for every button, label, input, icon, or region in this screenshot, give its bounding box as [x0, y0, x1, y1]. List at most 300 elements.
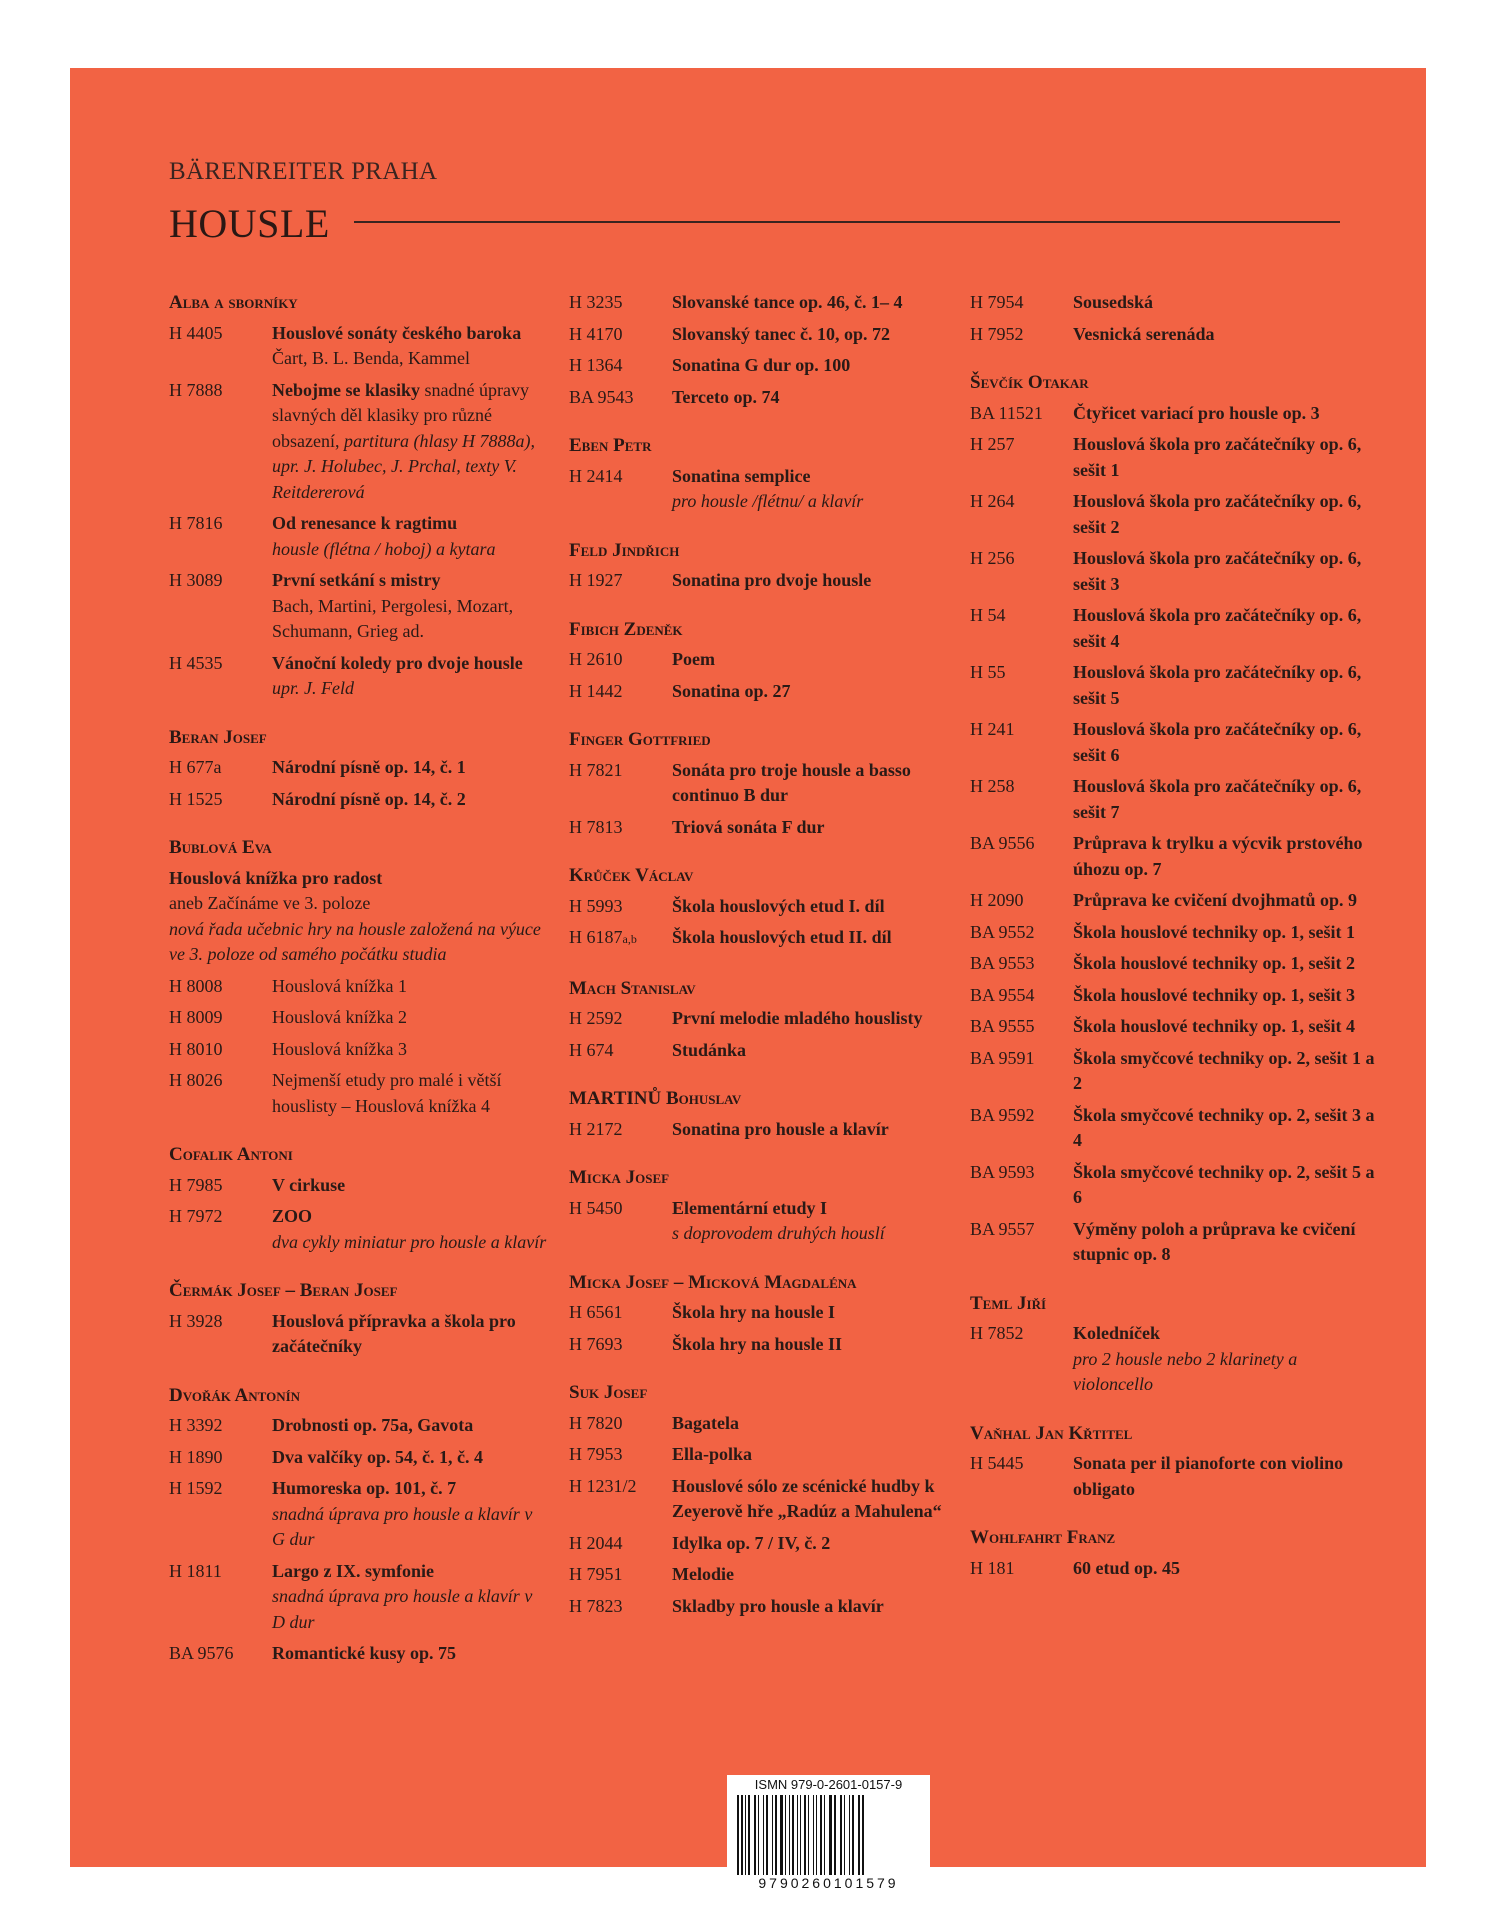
catalog-number	[569, 1300, 672, 1326]
catalog-number	[169, 755, 272, 781]
catalog-entry	[169, 974, 549, 1000]
catalog-code-suffix: a,b	[622, 932, 637, 946]
entry-title: Romantické kusy op. 75	[272, 1643, 457, 1663]
catalog-column-3	[970, 290, 1380, 1587]
catalog-entry	[569, 568, 979, 594]
entry-text	[272, 511, 549, 562]
entry-title: Škola hry na housle II	[672, 1333, 843, 1354]
entry-title: Od renesance k ragtimu	[272, 513, 458, 533]
catalog-code: BA 9591	[970, 1047, 1035, 1068]
entry-title-line	[672, 353, 979, 379]
catalog-number	[970, 717, 1073, 768]
catalog-code: H 6561	[569, 1302, 623, 1322]
catalog-number	[569, 1531, 672, 1557]
catalog-entry	[169, 1173, 549, 1199]
barcode-bar	[766, 1795, 768, 1875]
entry-title-line	[1073, 1556, 1380, 1582]
entry-title: Vánoční koledy pro dvoje housle	[272, 652, 523, 673]
catalog-entry	[569, 815, 979, 841]
catalog-number	[169, 1068, 272, 1119]
catalog-code: H 2172	[569, 1118, 623, 1139]
entry-title: Sonatina pro housle a klavír	[672, 1118, 889, 1139]
entry-title: Průprava k trylku a výcvik prstového úhozu op. 7	[1073, 833, 1363, 879]
catalog-entry	[569, 647, 979, 673]
barcode-bar	[763, 1795, 764, 1875]
entry-text	[1073, 1160, 1380, 1211]
entry-title-line	[672, 758, 979, 809]
catalog-entry	[569, 679, 979, 705]
catalog-code: H 7954	[970, 292, 1024, 312]
barcode-bar	[808, 1795, 809, 1875]
catalog-entry	[169, 755, 549, 781]
catalog-number	[970, 983, 1073, 1009]
catalog-entry	[569, 322, 979, 348]
entry-title-line	[672, 1300, 979, 1326]
entry-title: Houslová škola pro začátečníky op. 6, sešit 6	[1073, 719, 1362, 765]
entry-title: Vesnická serenáda	[1073, 323, 1215, 344]
catalog-entry	[169, 568, 549, 645]
entry-title: Výměny poloh a průprava ke cvičení stupnic op. 8	[1073, 1218, 1356, 1264]
entry-title: Bagatela	[672, 1412, 739, 1433]
series-description: nová řada učebnic hry na housle založená na výuce ve 3. poloze od samého počátku studia	[169, 918, 541, 964]
entry-text	[272, 1476, 549, 1553]
entry-text	[1073, 888, 1380, 914]
catalog-code: BA 11521	[970, 402, 1043, 423]
entry-text	[672, 1531, 979, 1557]
section-heading: MARTINŮ Bohuslav	[569, 1088, 742, 1109]
entry-instrumentation: snadná úprava pro housle a klavír v G dur	[272, 1503, 533, 1549]
catalog-number	[569, 647, 672, 673]
entry-title: Skladby pro housle a klavír	[672, 1595, 884, 1616]
barcode-bar	[858, 1795, 860, 1875]
catalog-entry	[970, 951, 1380, 977]
catalog-code: H 8010	[169, 1038, 223, 1059]
barcode-bar	[797, 1795, 798, 1875]
entry-title-line	[672, 1006, 979, 1032]
catalog-entry	[569, 385, 979, 411]
entry-text	[272, 1413, 549, 1439]
barcode-bar	[775, 1795, 777, 1875]
catalog-number	[970, 432, 1073, 483]
entry-title-line	[1073, 920, 1380, 946]
catalog-code: BA 9557	[970, 1218, 1035, 1239]
catalog-code: BA 9552	[970, 921, 1035, 942]
catalog-code: H 8026	[169, 1070, 223, 1090]
entry-text	[672, 1411, 979, 1437]
catalog-code: H 674	[569, 1039, 614, 1060]
catalog-code: H 5450	[569, 1197, 623, 1218]
catalog-number	[169, 1641, 272, 1667]
catalog-code: H 2414	[569, 465, 623, 486]
entry-title-line	[672, 290, 979, 316]
entry-title-line	[672, 1117, 979, 1143]
entry-title-line	[272, 787, 549, 813]
catalog-number	[169, 321, 272, 372]
catalog-entry	[970, 1556, 1380, 1582]
barcode-bar	[804, 1795, 806, 1875]
entry-text	[672, 464, 979, 515]
catalog-entry	[569, 464, 979, 515]
entry-title: Drobnosti op. 75a, Gavota	[272, 1415, 474, 1435]
section-heading: Cofalik Antoni	[169, 1144, 293, 1165]
entry-text	[672, 1006, 979, 1032]
entry-title-line	[672, 1442, 979, 1468]
catalog-number	[970, 489, 1073, 540]
entry-title: Houslová škola pro začátečníky op. 6, sešit 7	[1073, 776, 1362, 822]
entry-title-line	[1073, 290, 1380, 316]
catalog-number	[970, 888, 1073, 914]
entry-text	[672, 815, 979, 841]
catalog-entry	[970, 432, 1380, 483]
catalog-entry	[970, 1103, 1380, 1154]
section-heading: Micka Josef	[569, 1167, 670, 1188]
entry-title-line	[1073, 1046, 1380, 1097]
entry-title: Triová sonáta F dur	[672, 816, 825, 837]
entry-title-line	[672, 464, 979, 490]
section-heading: Wohlfahrt Franz	[970, 1527, 1116, 1548]
catalog-number	[169, 1005, 272, 1031]
catalog-code: H 3392	[169, 1415, 223, 1435]
catalog-code: H 1890	[169, 1446, 223, 1467]
catalog-entry	[169, 1037, 549, 1063]
barcode-bar	[789, 1795, 790, 1875]
entry-text	[272, 1037, 549, 1063]
entry-inline-note: snadné úpravy slavných děl klasiky pro různé obsazení,	[272, 379, 529, 451]
catalog-number	[970, 401, 1073, 427]
entry-title: Škola houslové techniky op. 1, sešit 1	[1073, 921, 1356, 942]
section-heading: Finger Gottfried	[569, 729, 711, 750]
catalog-number	[569, 1196, 672, 1247]
entry-title: Studánka	[672, 1039, 747, 1060]
entry-title: První melodie mladého houslisty	[672, 1008, 923, 1028]
entry-text	[272, 1641, 549, 1667]
catalog-code: H 257	[970, 434, 1015, 454]
entry-text	[272, 651, 549, 702]
entry-title-line	[272, 1445, 549, 1471]
catalog-entry	[569, 353, 979, 379]
catalog-code: BA 9576	[169, 1643, 234, 1663]
catalog-code: H 1442	[569, 680, 623, 701]
catalog-number	[569, 290, 672, 316]
entry-title-line	[1073, 983, 1380, 1009]
catalog-code: BA 9555	[970, 1016, 1035, 1036]
entry-instrumentation: pro housle /flétnu/ a klavír	[672, 491, 864, 511]
entry-text	[1073, 546, 1380, 597]
entry-text	[672, 385, 979, 411]
catalog-number	[569, 1562, 672, 1588]
entry-text	[272, 974, 549, 1000]
section-heading: Krůček Václav	[569, 865, 694, 886]
catalog-code: H 6187	[569, 927, 623, 947]
catalog-entry	[569, 758, 979, 809]
catalog-code: H 55	[970, 662, 1006, 682]
section-heading: Micka Josef – Micková Magdaléna	[569, 1271, 857, 1293]
catalog-entry	[169, 651, 549, 702]
entry-title: Škola hry na housle I	[672, 1302, 836, 1322]
catalog-number	[169, 1559, 272, 1636]
catalog-code: H 7888	[169, 379, 223, 400]
entry-text	[1073, 920, 1380, 946]
catalog-entry	[169, 1204, 549, 1255]
barcode-bar	[834, 1795, 836, 1875]
entry-title: Houslové sonáty českého baroka	[272, 322, 522, 343]
catalog-code: H 5993	[569, 895, 623, 916]
entry-text	[672, 1038, 979, 1064]
catalog-entry	[569, 1562, 979, 1588]
entry-title: Idylka op. 7 / IV, č. 2	[672, 1532, 831, 1553]
catalog-number	[569, 925, 672, 953]
entry-title: Houslová škola pro začátečníky op. 6, sešit 1	[1073, 434, 1362, 480]
catalog-number	[569, 815, 672, 841]
entry-title: Slovanský tanec č. 10, op. 72	[672, 323, 891, 344]
catalog-entry	[169, 1445, 549, 1471]
catalog-number	[169, 1445, 272, 1471]
entry-text	[672, 679, 979, 705]
entry-title-line	[672, 647, 979, 673]
catalog-number	[970, 290, 1073, 316]
entry-title: Poem	[672, 649, 715, 669]
catalog-code: H 7813	[569, 816, 623, 837]
catalog-code: H 264	[970, 491, 1015, 511]
entry-title: Houslová knížka 3	[272, 1038, 407, 1059]
entry-title: Terceto op. 74	[672, 386, 780, 407]
catalog-code: BA 9556	[970, 833, 1035, 853]
catalog-code: H 1525	[169, 788, 223, 809]
catalog-entry	[970, 774, 1380, 825]
entry-title: Houslová škola pro začátečníky op. 6, sešit 4	[1073, 605, 1362, 651]
entry-text	[672, 647, 979, 673]
entry-title: V cirkuse	[272, 1174, 346, 1195]
entry-text	[1073, 983, 1380, 1009]
entry-title-line	[1073, 322, 1380, 348]
barcode-bar	[824, 1795, 825, 1875]
catalog-column-2	[569, 290, 979, 1625]
catalog-number	[569, 1442, 672, 1468]
catalog-number	[970, 831, 1073, 882]
section-heading: Feld Jindřich	[569, 539, 680, 561]
catalog-code: H 1927	[569, 570, 623, 590]
entry-title: Dva valčíky op. 54, č. 1, č. 4	[272, 1446, 483, 1467]
catalog-code: H 3089	[169, 570, 223, 590]
catalog-number	[970, 322, 1073, 348]
barcode-bar	[800, 1795, 801, 1875]
catalog-entry	[169, 1068, 549, 1119]
catalog-number	[569, 1038, 672, 1064]
catalog-number	[569, 464, 672, 515]
entry-text	[1073, 660, 1380, 711]
catalog-entry	[569, 1196, 979, 1247]
entry-title: Koledníček	[1073, 1323, 1161, 1343]
entry-text	[272, 1559, 549, 1636]
catalog-number	[970, 1046, 1073, 1097]
entry-title-line	[672, 815, 979, 841]
entry-text	[272, 1068, 549, 1119]
entry-title-line	[272, 1173, 549, 1199]
entry-title: Houslová škola pro začátečníky op. 6, sešit 3	[1073, 548, 1362, 594]
entry-title-line	[272, 568, 549, 594]
barcode-bar	[840, 1795, 842, 1875]
entry-title-line	[1073, 774, 1380, 825]
entry-title-line	[1073, 1451, 1380, 1502]
catalog-entry	[970, 603, 1380, 654]
entry-title-line	[1073, 1014, 1380, 1040]
catalog-number	[569, 894, 672, 920]
catalog-code: H 3235	[569, 292, 623, 312]
entry-title-line	[1073, 1160, 1380, 1211]
section-heading: Teml Jiří	[970, 1292, 1047, 1314]
barcode-bar	[792, 1795, 794, 1875]
series-subtitle: aneb Začínáme ve 3. poloze	[169, 893, 371, 913]
section-heading: Bublová Eva	[169, 837, 272, 858]
ismn-number: ISMN 979-0-2601-0157-9	[754, 1777, 903, 1792]
entry-title-line	[672, 322, 979, 348]
catalog-number	[970, 1160, 1073, 1211]
catalog-entry	[970, 1014, 1380, 1040]
catalog-number	[169, 651, 272, 702]
entry-title-line	[272, 1309, 549, 1360]
entry-title: Melodie	[672, 1564, 734, 1584]
catalog-entry	[569, 290, 979, 316]
catalog-entry	[970, 401, 1380, 427]
entry-instrumentation: snadná úprava pro housle a klavír v D dur	[272, 1586, 533, 1632]
catalog-code: H 7972	[169, 1206, 223, 1226]
entry-text	[672, 1196, 979, 1247]
catalog-entry	[970, 920, 1380, 946]
catalog-entry	[569, 1117, 979, 1143]
section-heading: Fibich Zdeněk	[569, 618, 683, 640]
entry-title: Průprava ke cvičení dvojhmatů op. 9	[1073, 890, 1358, 910]
catalog-column-1	[169, 290, 549, 1673]
catalog-entry	[169, 1005, 549, 1031]
catalog-number	[970, 1556, 1073, 1582]
entry-text	[272, 1005, 549, 1031]
entry-title: Nejmenší etudy pro malé i větší houslisty – Houslová knížka 4	[272, 1070, 502, 1116]
entry-title: Škola houslové techniky op. 1, sešit 3	[1073, 984, 1356, 1005]
entry-title-line	[1073, 603, 1380, 654]
catalog-entry	[970, 1321, 1380, 1398]
catalog-number	[569, 353, 672, 379]
catalog-entry	[970, 831, 1380, 882]
barcode-bar	[862, 1795, 864, 1875]
catalog-number	[970, 951, 1073, 977]
catalog-code: H 181	[970, 1557, 1015, 1578]
barcode-bar	[758, 1795, 759, 1875]
catalog-code: H 7823	[569, 1595, 623, 1616]
entry-detail: partitura (hlasy H 7888a), upr. J. Holubec, J. Prchal, texty V. Reitdererová	[272, 430, 535, 502]
catalog-entry	[970, 1160, 1380, 1211]
catalog-number	[970, 920, 1073, 946]
cover-panel	[70, 68, 1426, 1891]
entry-title-line	[672, 679, 979, 705]
entry-title: Houslové sólo ze scénické hudby k Zeyerově hře „Radúz a Mahulena“	[672, 1475, 942, 1521]
entry-title: Národní písně op. 14, č. 1	[272, 757, 466, 777]
catalog-entry	[569, 1038, 979, 1064]
entry-text	[1073, 322, 1380, 348]
catalog-number	[169, 787, 272, 813]
catalog-number	[169, 1173, 272, 1199]
catalog-number	[569, 1006, 672, 1032]
entry-text	[1073, 1217, 1380, 1268]
section-heading: Eben Petr	[569, 435, 652, 456]
entry-title: Elementární etudy I	[672, 1197, 827, 1218]
entry-title-line	[1073, 1217, 1380, 1268]
barcode-bar	[780, 1795, 783, 1875]
entry-title-line	[1073, 432, 1380, 483]
entry-text	[672, 322, 979, 348]
catalog-code: BA 9553	[970, 953, 1035, 973]
entry-title-line	[672, 925, 979, 951]
entry-instrumentation: housle (flétna / hoboj) a kytara	[272, 538, 496, 559]
catalog-entry	[970, 983, 1380, 1009]
entry-title-line	[672, 1332, 979, 1358]
barcode-bar	[852, 1795, 854, 1875]
entry-title-line	[672, 1562, 979, 1588]
entry-title-line	[672, 1474, 979, 1525]
barcode-bar	[829, 1795, 832, 1875]
catalog-code: H 4170	[569, 323, 623, 344]
catalog-code: H 256	[970, 548, 1015, 568]
catalog-number	[970, 660, 1073, 711]
entry-text	[672, 353, 979, 379]
catalog-entry	[169, 511, 549, 562]
entry-title-line	[272, 1476, 549, 1502]
entry-title: Ella-polka	[672, 1444, 753, 1464]
entry-title-line	[672, 1531, 979, 1557]
entry-title: Sonata per il pianoforte con violino obligato	[1073, 1453, 1344, 1499]
catalog-entry	[169, 1559, 549, 1636]
catalog-number	[569, 1332, 672, 1358]
entry-title: Slovanské tance op. 46, č. 1– 4	[672, 292, 903, 312]
barcode-bar	[820, 1795, 822, 1875]
catalog-code: H 4405	[169, 322, 223, 343]
entry-text	[1073, 603, 1380, 654]
entry-title-line	[1073, 717, 1380, 768]
entry-title-line	[672, 1196, 979, 1222]
entry-title: Humoreska op. 101, č. 7	[272, 1478, 457, 1498]
entry-title-line	[672, 1411, 979, 1437]
entry-text	[272, 321, 549, 372]
entry-title-line	[1073, 888, 1380, 914]
catalog-code: BA 9543	[569, 386, 634, 407]
catalog-code: BA 9593	[970, 1161, 1035, 1182]
entry-title: Čtyřicet variací pro housle op. 3	[1073, 402, 1320, 423]
entry-text	[672, 1117, 979, 1143]
catalog-number	[970, 546, 1073, 597]
entry-text	[272, 1204, 549, 1255]
entry-text	[272, 378, 549, 506]
barcode-bar	[849, 1795, 850, 1875]
entry-text	[672, 1300, 979, 1326]
entry-title: Škola smyčcové techniky op. 2, sešit 5 a 6	[1073, 1161, 1375, 1207]
barcode-bar	[745, 1795, 746, 1875]
entry-title-line	[1073, 660, 1380, 711]
catalog-code: H 7693	[569, 1333, 623, 1354]
entry-title-line	[672, 385, 979, 411]
catalog-code: H 7821	[569, 759, 623, 780]
catalog-entry	[970, 1217, 1380, 1268]
catalog-entry	[169, 1309, 549, 1360]
entry-title: Škola houslových etud I. díl	[672, 895, 885, 916]
entry-text	[272, 568, 549, 645]
catalog-entry	[169, 1413, 549, 1439]
catalog-code: H 677a	[169, 757, 222, 777]
entry-text	[272, 1309, 549, 1360]
entry-text	[272, 1173, 549, 1199]
catalog-number	[569, 322, 672, 348]
catalog-entry	[169, 321, 549, 372]
entry-text	[1073, 1321, 1380, 1398]
entry-text	[672, 1442, 979, 1468]
